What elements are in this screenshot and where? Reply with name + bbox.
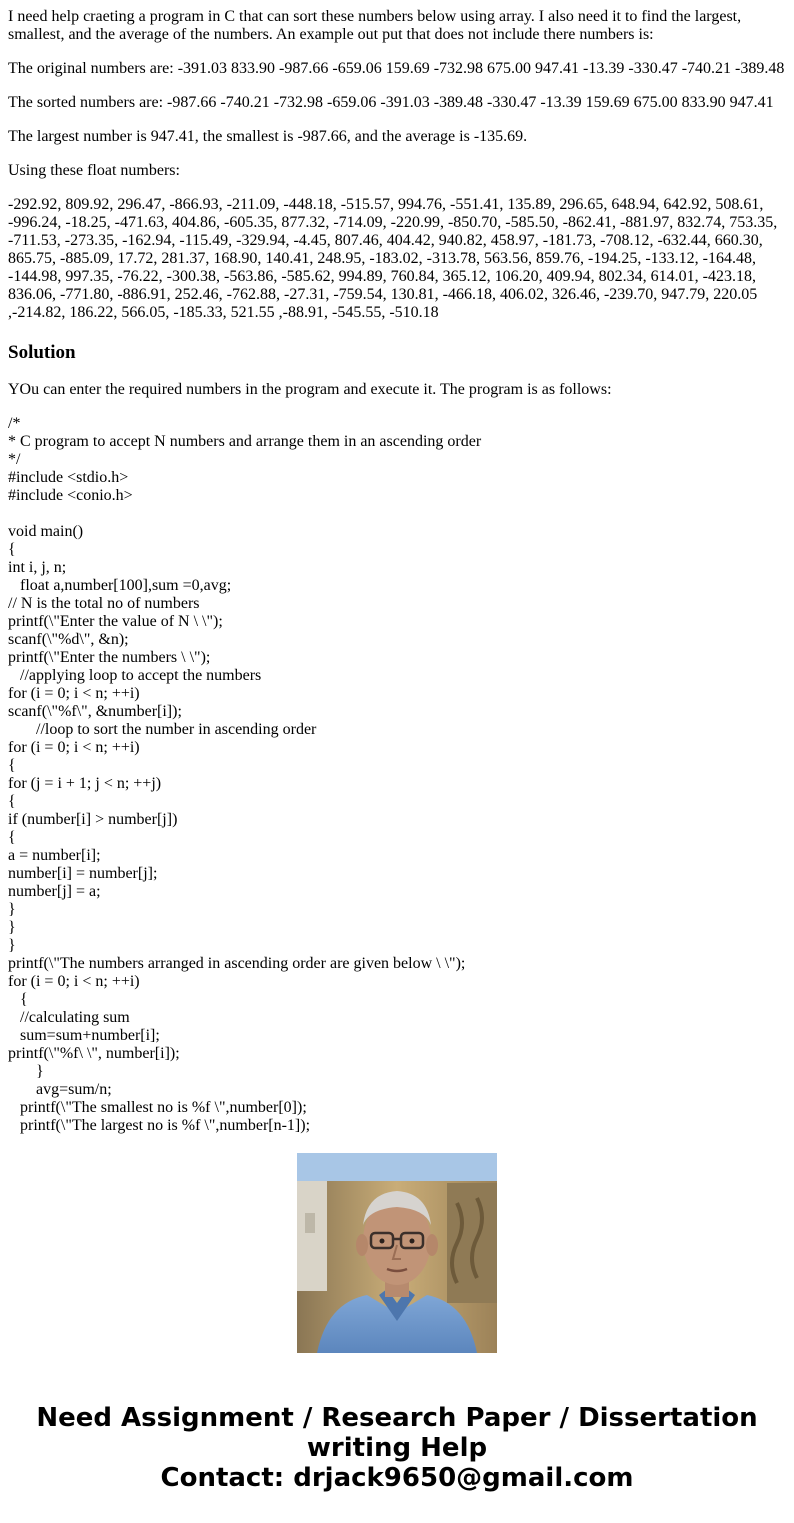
code-line: } [8,901,16,918]
code-line: { [8,991,28,1008]
code-line: */ [8,451,21,468]
code-line: scanf(\"%f\", &number[i]); [8,703,182,720]
code-line: } [8,937,16,954]
code-line: for (i = 0; i < n; ++i) [8,739,140,756]
summary-line: The largest number is 947.41, the smallest is -987.66, and the average is -135.69. [8,128,528,145]
float-numbers-list: -292.92, 809.92, 296.47, -866.93, -211.09, -448.18, -515.57, 994.76, -551.41, 135.89, 296.65, 648.94, 642.92, 508.61, -996.24, -18.25, -471.63, 404.86, -605.35, 877.32, -714.09, -220.99, -850.70, -585.50, -862.41, -881.97, 832.74, 753.35, -711.53, -273.35, -162.94, -115.49, -329.94, -4.45, 807.46, 404.42, 940.82, 458.97, -181.73, -708.12, -632.44, 660.30, 865.75, -885.09, 17.72, 281.37, 168.90, 140.41, 248.95, -183.02, -313.78, 563.56, 859.76, -194.25, -133.12, -164.48, -144.98, 997.35, -76.22, -300.38, -563.86, -585.62, 994.89, 760.84, 365.12, 106.20, 409.94, 802.34, 614.01, -423.18, 836.06, -771.80, -886.91, 252.46, -762.88, -27.31, -759.54, 130.81, -466.18, 406.02, 326.46, -239.70, 947.79, 220.05 ,-214.82, 186.22, 566.05, -185.33, 521.55 ,-88.91, -545.55, -510.18 [8,196,778,321]
code-line: { [8,541,16,558]
code-line: // N is the total no of numbers [8,595,200,612]
code-line: for (i = 0; i < n; ++i) [8,685,140,702]
question-intro: I need help craeting a program in C that can sort these numbers below using array. I also need it to find the largest, smallest, and the average of the numbers. An example out put that does not include there numbers is: [8,8,742,43]
code-line: a = number[i]; [8,847,101,864]
code-line: void main() [8,523,84,540]
code-line: //applying loop to accept the numbers [8,667,262,684]
code-line: /* [8,415,21,432]
promo-line-1: Need Assignment / Research Paper / Dissertation [36,1403,758,1433]
code-line: { [8,829,16,846]
code-line: printf(\"The smallest no is %f \",number[0]); [8,1099,307,1116]
code-line: //calculating sum [8,1009,130,1026]
promo-contact: Contact: drjack9650@gmail.com [160,1463,634,1493]
author-avatar [297,1153,497,1353]
code-line: if (number[i] > number[j]) [8,811,178,828]
code-line: int i, j, n; [8,559,67,576]
code-line: for (j = i + 1; j < n; ++j) [8,775,162,792]
promo-line-2: writing Help [306,1433,488,1463]
code-line: { [8,757,16,774]
original-numbers-line: The original numbers are: -391.03 833.90 -987.66 -659.06 159.69 -732.98 675.00 947.41 -13.39 -330.47 -740.21 -389.48 [8,60,785,77]
sorted-numbers-line: The sorted numbers are: -987.66 -740.21 -732.98 -659.06 -391.03 -389.48 -330.47 -13.39 159.69 675.00 833.90 947.41 [8,94,774,111]
code-line: avg=sum/n; [8,1081,112,1098]
code-line: //loop to sort the number in ascending order [8,721,317,738]
solution-intro: YOu can enter the required numbers in the program and execute it. The program is as follows: [8,381,612,398]
code-line: for (i = 0; i < n; ++i) [8,973,140,990]
code-line: { [8,793,16,810]
using-numbers-label: Using these float numbers: [8,162,180,179]
code-line: scanf(\"%d\", &n); [8,631,129,648]
code-line: sum=sum+number[i]; [8,1027,160,1044]
code-line: #include <stdio.h> [8,469,129,486]
code-line: printf(\"Enter the numbers \ \"); [8,649,211,666]
code-line: float a,number[100],sum =0,avg; [8,577,232,594]
code-line: * C program to accept N numbers and arrange them in an ascending order [8,433,482,450]
code-block [8,415,788,1134]
code-line: printf(\"%f\ \", number[i]); [8,1045,180,1062]
code-line: number[i] = number[j]; [8,865,158,882]
portrait-image [297,1153,497,1353]
promo-banner [0,1403,794,1493]
document-content [8,8,788,1134]
code-line: } [8,1063,44,1080]
code-line [8,505,788,523]
code-line: } [8,919,16,936]
code-line: printf(\"The largest no is %f \",number[n-1]); [8,1117,311,1134]
code-line: number[j] = a; [8,883,101,900]
code-line: printf(\"Enter the value of N \ \"); [8,613,223,630]
code-line: #include <conio.h> [8,487,133,504]
solution-heading: Solution [8,342,76,363]
code-line: printf(\"The numbers arranged in ascending order are given below \ \"); [8,955,466,972]
